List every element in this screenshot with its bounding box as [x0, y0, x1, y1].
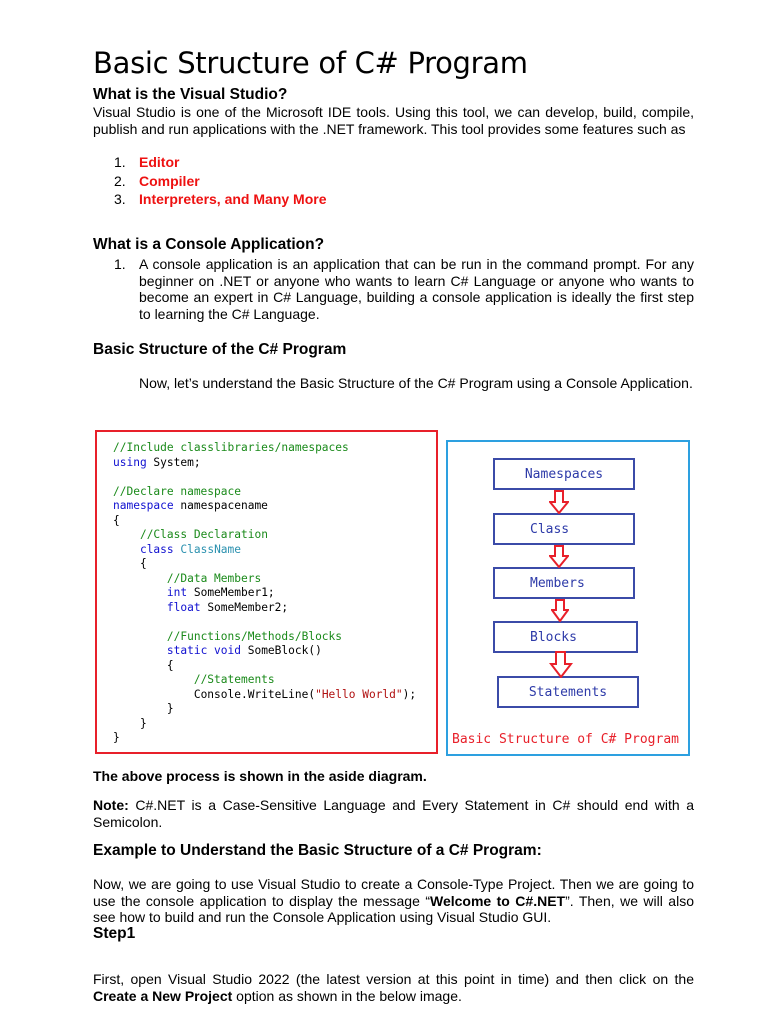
list-text: Compiler: [139, 173, 200, 189]
note-text: C#.NET is a Case-Sensitive Language and Every Statement in C# should end with a Semicolon.: [93, 797, 694, 830]
list-item: [114, 154, 179, 170]
code-keyword: static void: [166, 644, 241, 657]
code-text: Console.WriteLine(: [193, 687, 316, 701]
code-type: ClassName: [180, 542, 242, 556]
diagram-caption: Basic Structure of C# Program: [452, 732, 679, 747]
down-arrow-icon: [551, 599, 569, 622]
step1-bold-text: Create a New Project: [93, 987, 233, 1004]
step1-heading: Step1: [93, 925, 136, 942]
example-bold-text: Welcome to C#.NET: [429, 892, 566, 909]
down-arrow-icon: [549, 545, 569, 568]
code-string: "Hello World": [315, 687, 403, 701]
console-application-paragraph: A console application is an application that can be run in the command prompt. For any beginner on .NET or anyone who wants to learn C# Language or anyone who wants to become an expert in C# Language, building a console application is ideally the first step to learning the C# Language.: [139, 256, 694, 322]
section-heading-basic-structure: Basic Structure of the C# Program: [93, 341, 347, 358]
code-brace: {: [113, 513, 120, 527]
step1-text: option as shown in the below image.: [232, 987, 462, 1004]
diagram-node-namespaces: Namespaces: [493, 458, 635, 490]
console-item-number: 1.: [114, 256, 126, 272]
code-brace: }: [139, 716, 147, 730]
code-comment: //Statements: [193, 673, 275, 686]
code-text: SomeMember2;: [200, 600, 289, 614]
visual-studio-paragraph: Visual Studio is one of the Microsoft IDE tools. Using this tool, we can develop, build, compile, publish and run applications with the .NET framework. This tool provides some features such as: [93, 104, 694, 137]
example-text: ”. Then, we will also see how to build and run the Console Application using Visual Studio GUI.: [93, 892, 694, 925]
diagram-node-class: Class: [493, 513, 635, 545]
code-comment: //Class Declaration: [139, 528, 268, 541]
section-heading-console-application: What is a Console Application?: [93, 236, 325, 253]
code-comment: //Include classlibraries/namespaces: [113, 441, 349, 454]
code-text: SomeMember1;: [187, 586, 275, 599]
list-text: Editor: [139, 154, 180, 170]
down-arrow-icon: [549, 490, 569, 514]
section-heading-example: Example to Understand the Basic Structure of a C# Program:: [93, 842, 542, 859]
code-text: SomeBlock(): [240, 644, 322, 657]
code-brace: {: [166, 658, 174, 672]
code-text: namespacename: [173, 499, 268, 512]
code-brace: }: [166, 702, 174, 715]
code-comment: //Functions/Methods/Blocks: [166, 629, 343, 643]
note-label: Note:: [93, 797, 129, 813]
list-number: 3.: [114, 191, 126, 207]
example-paragraph: [93, 876, 694, 926]
code-text: );: [402, 687, 417, 701]
list-item: [114, 173, 200, 189]
code-comment: //Declare namespace: [113, 484, 241, 498]
section-heading-visual-studio: What is the Visual Studio?: [93, 86, 288, 103]
list-text: Interpreters, and Many More: [139, 191, 327, 207]
step1-paragraph: [93, 971, 694, 1004]
step1-text: First, open Visual Studio 2022 (the latest version at this point in time) and then click on the: [93, 971, 694, 987]
note-paragraph: [93, 797, 694, 830]
code-keyword: int: [166, 586, 188, 599]
code-keyword: using: [113, 455, 147, 469]
diagram-node-blocks: Blocks: [493, 621, 638, 653]
down-arrow-icon: [549, 651, 573, 678]
code-sample: [113, 441, 416, 746]
list-item: [114, 191, 327, 207]
page-title: Basic Structure of C# Program: [93, 46, 528, 80]
code-brace: {: [139, 557, 147, 570]
code-text: System;: [146, 455, 201, 469]
list-number: 1.: [114, 154, 126, 170]
list-number: 2.: [114, 173, 126, 189]
code-keyword: namespace: [113, 499, 174, 512]
diagram-node-statements: Statements: [497, 676, 639, 708]
code-brace: }: [113, 731, 120, 744]
diagram-note: The above process is shown in the aside diagram.: [93, 768, 427, 784]
example-text: Now, we are going to use Visual Studio to create a Console-Type Project. Then we are going to use the console application to display the message “: [93, 876, 694, 909]
code-keyword: class: [139, 542, 174, 556]
code-comment: //Data Members: [166, 571, 262, 585]
basic-structure-paragraph: Now, let’s understand the Basic Structure of the C# Program using a Console Application.: [139, 375, 693, 391]
diagram-node-members: Members: [493, 567, 635, 599]
code-keyword: float: [166, 600, 201, 614]
